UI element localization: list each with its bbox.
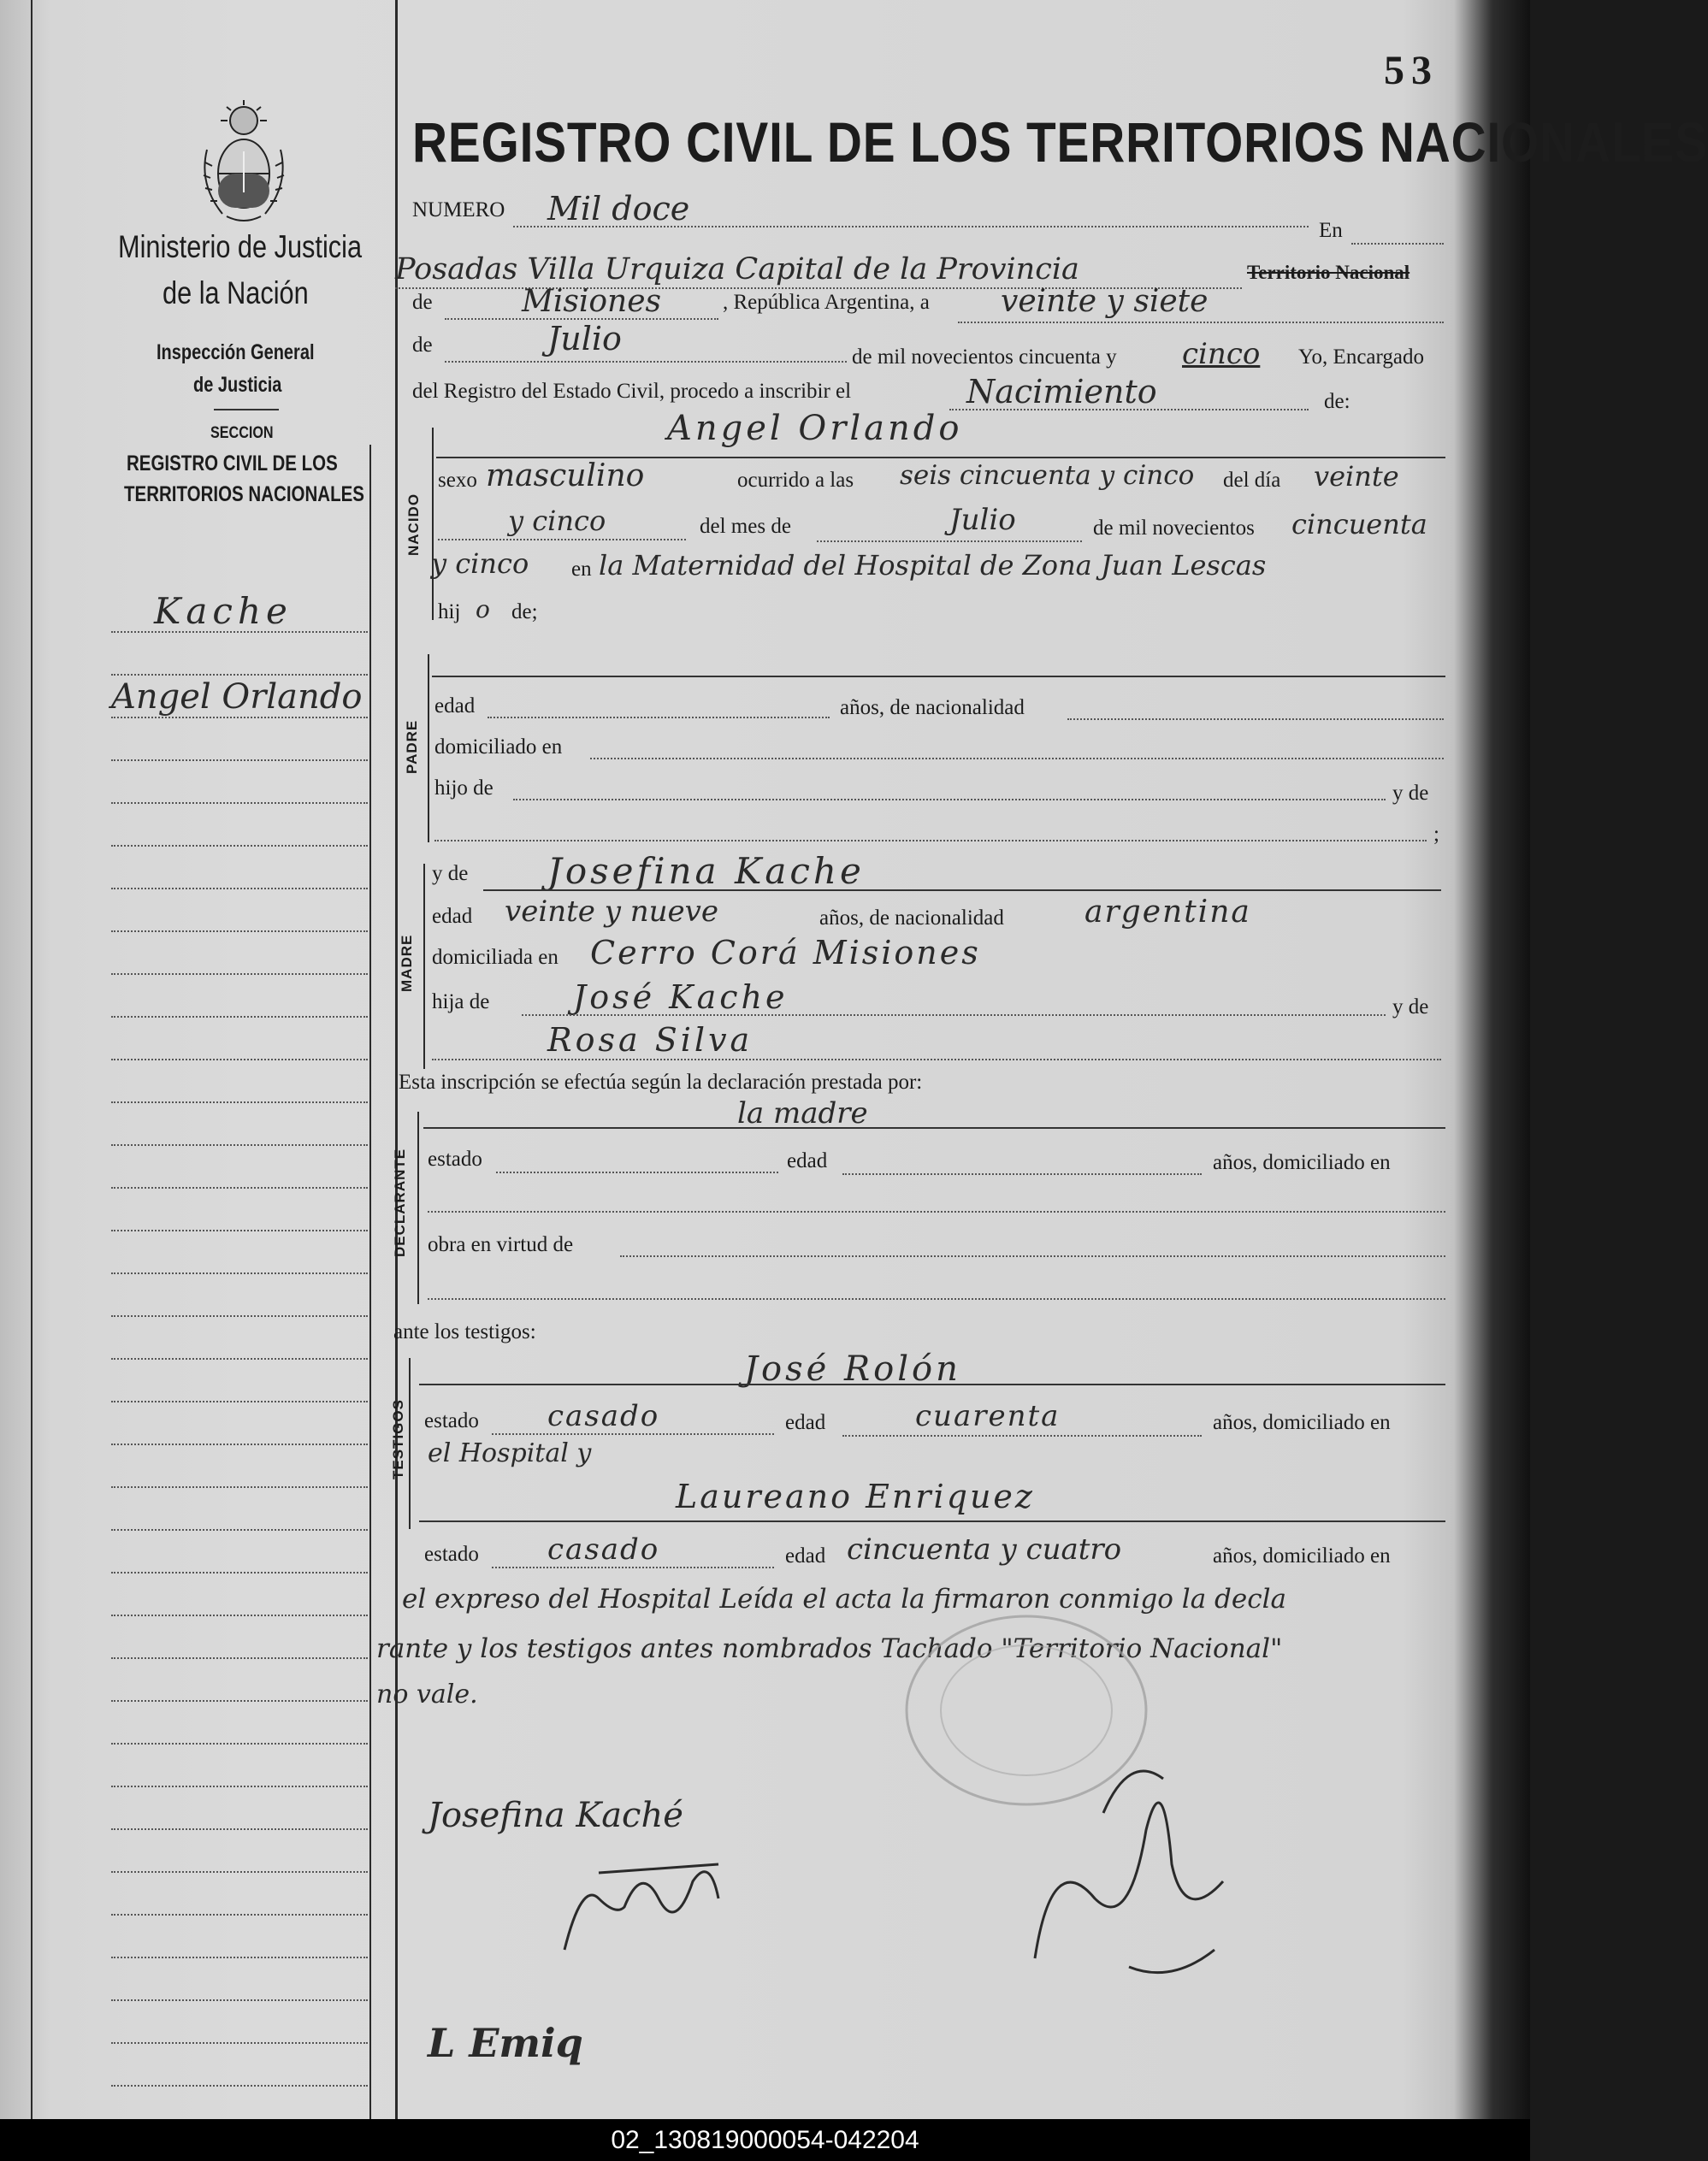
- sidebar-ruled-line: [111, 1144, 368, 1146]
- declarante-estado-line: [496, 1172, 778, 1173]
- year-label: de mil novecientos cincuenta y: [852, 345, 1117, 369]
- declarant-line: [423, 1127, 1445, 1129]
- footer-code: 02_130819000054-042204: [611, 2126, 919, 2154]
- hour-value: seis cincuenta y cinco: [900, 460, 1195, 491]
- padre-domicilio-label: domiciliado en: [434, 735, 563, 759]
- sidebar-ruled-line: [111, 1358, 368, 1360]
- margin-rule-inner: [395, 0, 398, 2119]
- w1-domicilio-value: el Hospital y: [428, 1438, 592, 1468]
- sidebar-ruled-line: [111, 1786, 368, 1787]
- signature-witness1-mark: [547, 1847, 753, 1967]
- sidebar-ruled-line: [111, 674, 368, 676]
- w1-estado-value: casado: [547, 1399, 660, 1433]
- sidebar-ruled-line: [111, 845, 368, 847]
- declarante-obra-label: obra en virtud de: [428, 1233, 574, 1256]
- sidebar-ruled-line: [111, 1999, 368, 2001]
- sidebar-ruled-line: [111, 2042, 368, 2044]
- sidebar-ruled-line: [111, 2085, 368, 2087]
- sidebar-ruled-line: [111, 1444, 368, 1445]
- w2-estado-line: [492, 1567, 774, 1568]
- de-label: de: [412, 291, 433, 314]
- birth-month-value: Julio: [949, 503, 1016, 537]
- madre-hija-line: [522, 1014, 1386, 1016]
- sidebar-ruled-line: [111, 1101, 368, 1103]
- sexo-label: sexo: [438, 469, 477, 492]
- sidebar-ruled-line: [111, 1871, 368, 1873]
- sidebar-ruled-line: [111, 1016, 368, 1018]
- declarant-value: la madre: [737, 1096, 868, 1131]
- yo-label: Yo, Encargado: [1298, 345, 1424, 369]
- mes-label: del mes de: [700, 515, 791, 538]
- sidebar-ruled-line: [111, 1743, 368, 1745]
- inspection-line2: de Justicia: [193, 373, 282, 397]
- note-line2: rante y los testigos antes nombrados Tachado "Territorio Nacional": [376, 1633, 1283, 1664]
- sidebar-divider: [214, 409, 279, 410]
- w1-edad-line: [842, 1435, 1202, 1437]
- month-label: de: [412, 334, 433, 357]
- inspection-line1: Inspección General: [157, 340, 315, 364]
- w1-estado-line: [492, 1433, 774, 1435]
- hijo-de-label: de;: [511, 600, 538, 623]
- madre-mother-line: [432, 1059, 1441, 1060]
- padre-yde-label: y de: [1392, 782, 1429, 805]
- sidebar-ruled-line: [111, 930, 368, 932]
- padre-edad-label: edad: [434, 694, 476, 717]
- madre-father-value: José Kache: [573, 978, 789, 1016]
- en-label: En: [1319, 219, 1343, 242]
- padre-anos-label: años, de nacionalidad: [840, 696, 1025, 719]
- sidebar-ruled-line: [111, 1828, 368, 1830]
- sidebar-ruled-line: [111, 1615, 368, 1616]
- witness2-name: Laureano Enriquez: [676, 1478, 1035, 1515]
- padre-edad-line: [488, 717, 830, 718]
- numero-value: Mil doce: [547, 190, 690, 227]
- testigos-bracket: [409, 1358, 411, 1529]
- nacido-label: NACIDO: [405, 493, 422, 556]
- padre-semicolon: ;: [1433, 823, 1439, 846]
- witness1-name: José Rolón: [744, 1349, 961, 1389]
- madre-yde2-label: y de: [1392, 995, 1429, 1019]
- padre-nac-line: [1067, 718, 1444, 720]
- act-line: [949, 409, 1309, 410]
- madre-name: Josefina Kache: [547, 850, 865, 892]
- witness2-name-line: [419, 1520, 1445, 1522]
- signature-witness1: [564, 1890, 569, 1892]
- sexo-value: masculino: [486, 458, 645, 493]
- padre-label: PADRE: [404, 719, 420, 774]
- declarante-edad-line: [842, 1173, 1202, 1175]
- page-title: REGISTRO CIVIL DE LOS TERRITORIOS NACIONALES: [412, 110, 1708, 174]
- sidebar-ruled-line: [111, 717, 368, 718]
- sidebar-ruled-line: [111, 1700, 368, 1702]
- w1-edad-value: cuarenta: [915, 1399, 1061, 1433]
- numero-line: [513, 226, 1309, 227]
- ministry-line1: Ministerio de Justicia: [118, 229, 363, 264]
- nacido-bracket: [432, 428, 434, 620]
- w1-edad-label: edad: [785, 1411, 826, 1434]
- sidebar-ruled-line: [111, 1957, 368, 1958]
- ministry-line2: de la Nación: [163, 275, 309, 310]
- sidebar-ruled-line: [111, 1315, 368, 1317]
- w2-edad-value: cincuenta y cuatro: [847, 1532, 1122, 1567]
- madre-domicilio-label: domiciliada en: [432, 946, 558, 969]
- w1-estado-label: estado: [424, 1409, 479, 1432]
- de2-label: de:: [1324, 390, 1350, 413]
- w2-estado-value: casado: [547, 1532, 660, 1567]
- madre-yde-label: y de: [432, 862, 469, 885]
- page-number: 53: [1384, 48, 1439, 93]
- sidebar-ruled-line: [111, 1272, 368, 1274]
- month-value: Julio: [547, 320, 622, 357]
- day-b-line: [438, 539, 686, 540]
- en-line: [1351, 243, 1444, 245]
- madre-name-line: [483, 889, 1441, 891]
- padre-bracket: [428, 654, 429, 842]
- day-line: [958, 322, 1444, 323]
- section-line2: TERRITORIOS NACIONALES: [124, 482, 364, 506]
- sidebar-ruled-line: [111, 888, 368, 889]
- signature-official: [1026, 1881, 1031, 1883]
- declarante-obra-line: [620, 1255, 1445, 1257]
- coat-of-arms-icon: [197, 98, 291, 227]
- witness1-name-line: [419, 1384, 1445, 1385]
- year-value-b: y cinco: [431, 547, 529, 580]
- signature-declarant: Josefina Kaché: [428, 1796, 683, 1835]
- w1-anos-label: años, domiciliado en: [1213, 1411, 1391, 1434]
- numero-label: NUMERO: [412, 198, 505, 221]
- note-line3: no vale.: [376, 1680, 478, 1709]
- sidebar-ruled-line: [111, 1230, 368, 1231]
- declaration-intro: Esta inscripción se efectúa según la declaración prestada por:: [399, 1071, 923, 1094]
- birth-month-line: [817, 540, 1082, 542]
- madre-label: MADRE: [399, 934, 415, 992]
- padre-domicilio-line: [590, 758, 1444, 759]
- declarante-edad-label: edad: [787, 1149, 828, 1172]
- note-line1: el expreso del Hospital Leída el acta la firmaron conmigo la decla: [402, 1584, 1286, 1615]
- margin-rule-outer: [31, 0, 33, 2119]
- declarante-domicilio-line: [428, 1211, 1445, 1213]
- section-line1: REGISTRO CIVIL DE LOS: [127, 452, 338, 475]
- sidebar-ruled-line: [111, 802, 368, 804]
- sidebar-ruled-line: [111, 1486, 368, 1488]
- sidebar-ruled-line: [111, 1657, 368, 1659]
- w2-estado-label: estado: [424, 1543, 479, 1566]
- padre-yde-line: [434, 840, 1427, 841]
- declarante-anos-label: años, domiciliado en: [1213, 1151, 1391, 1174]
- declarante-estado-label: estado: [428, 1148, 482, 1171]
- day-value-a: veinte: [1314, 460, 1399, 493]
- padre-hijo-label: hijo de: [434, 776, 493, 800]
- margin-rule-inner-2: [369, 445, 371, 2119]
- signature-witness2: L Emiq: [428, 2020, 583, 2066]
- province-value: Misiones: [522, 284, 662, 319]
- hijo-suffix: o: [476, 595, 490, 623]
- sidebar-ruled-line: [111, 1059, 368, 1060]
- year-label-b: de mil novecientos: [1093, 517, 1255, 540]
- testigos-label: TESTIGOS: [390, 1399, 406, 1479]
- w2-edad-label: edad: [785, 1544, 826, 1568]
- madre-bracket: [423, 864, 425, 1069]
- birth-place-value: la Maternidad del Hospital de Zona Juan Lescas: [599, 549, 1267, 582]
- madre-nac-value: argentina: [1084, 895, 1251, 930]
- place-value: Posadas Villa Urquiza Capital de la Provincia: [395, 252, 1079, 286]
- section-label: SECCION: [210, 424, 274, 442]
- padre-top-line: [432, 676, 1445, 677]
- hijo-label: hij: [438, 600, 461, 623]
- signature-official-mark: [1001, 1745, 1257, 2001]
- testigos-intro: ante los testigos:: [393, 1320, 536, 1343]
- w2-anos-label: años, domiciliado en: [1213, 1544, 1391, 1568]
- territorio-label: Territorio Nacional: [1247, 262, 1410, 283]
- day-value: veinte y siete: [1001, 284, 1209, 319]
- sidebar-ruled-line: [111, 1914, 368, 1916]
- child-name: Angel Orlando: [667, 409, 963, 448]
- sidebar-ruled-line: [111, 1401, 368, 1402]
- declarante-label: DECLARANTE: [392, 1148, 408, 1257]
- month-line: [445, 361, 847, 363]
- padre-hijo-line: [513, 799, 1386, 800]
- sidebar-ruled-line: [111, 1187, 368, 1189]
- madre-mother-value: Rosa Silva: [547, 1021, 754, 1059]
- madre-edad-label: edad: [432, 905, 473, 928]
- sidebar-ruled-line: [111, 973, 368, 975]
- registry-label: del Registro del Estado Civil, procedo a inscribir el: [412, 380, 852, 403]
- declarante-bracket: [417, 1112, 419, 1304]
- day-value-b: y cinco: [508, 505, 606, 537]
- en-label-b: en: [571, 558, 592, 581]
- sidebar-given-names: Angel Orlando: [111, 677, 363, 717]
- sidebar-ruled-line: [111, 759, 368, 761]
- sidebar-ruled-line: [111, 1572, 368, 1574]
- madre-domicilio-value: Cerro Corá Misiones: [590, 934, 981, 971]
- year-value: cinco: [1182, 337, 1261, 371]
- year-value-a: cincuenta: [1291, 508, 1427, 540]
- madre-edad-value: veinte y nueve: [505, 895, 718, 929]
- sidebar-ruled-line: [111, 631, 368, 633]
- madre-anos-label: años, de nacionalidad: [819, 906, 1004, 930]
- act-value: Nacimiento: [966, 373, 1157, 410]
- madre-hija-label: hija de: [432, 990, 490, 1013]
- sidebar-ruled-line: [111, 1529, 368, 1531]
- republic-label: , República Argentina, a: [723, 291, 930, 314]
- dia-label: del día: [1223, 469, 1281, 492]
- ocurrido-label: ocurrido a las: [737, 469, 854, 492]
- declarante-extra-line: [428, 1298, 1445, 1300]
- sidebar-surname: Kache: [154, 590, 293, 632]
